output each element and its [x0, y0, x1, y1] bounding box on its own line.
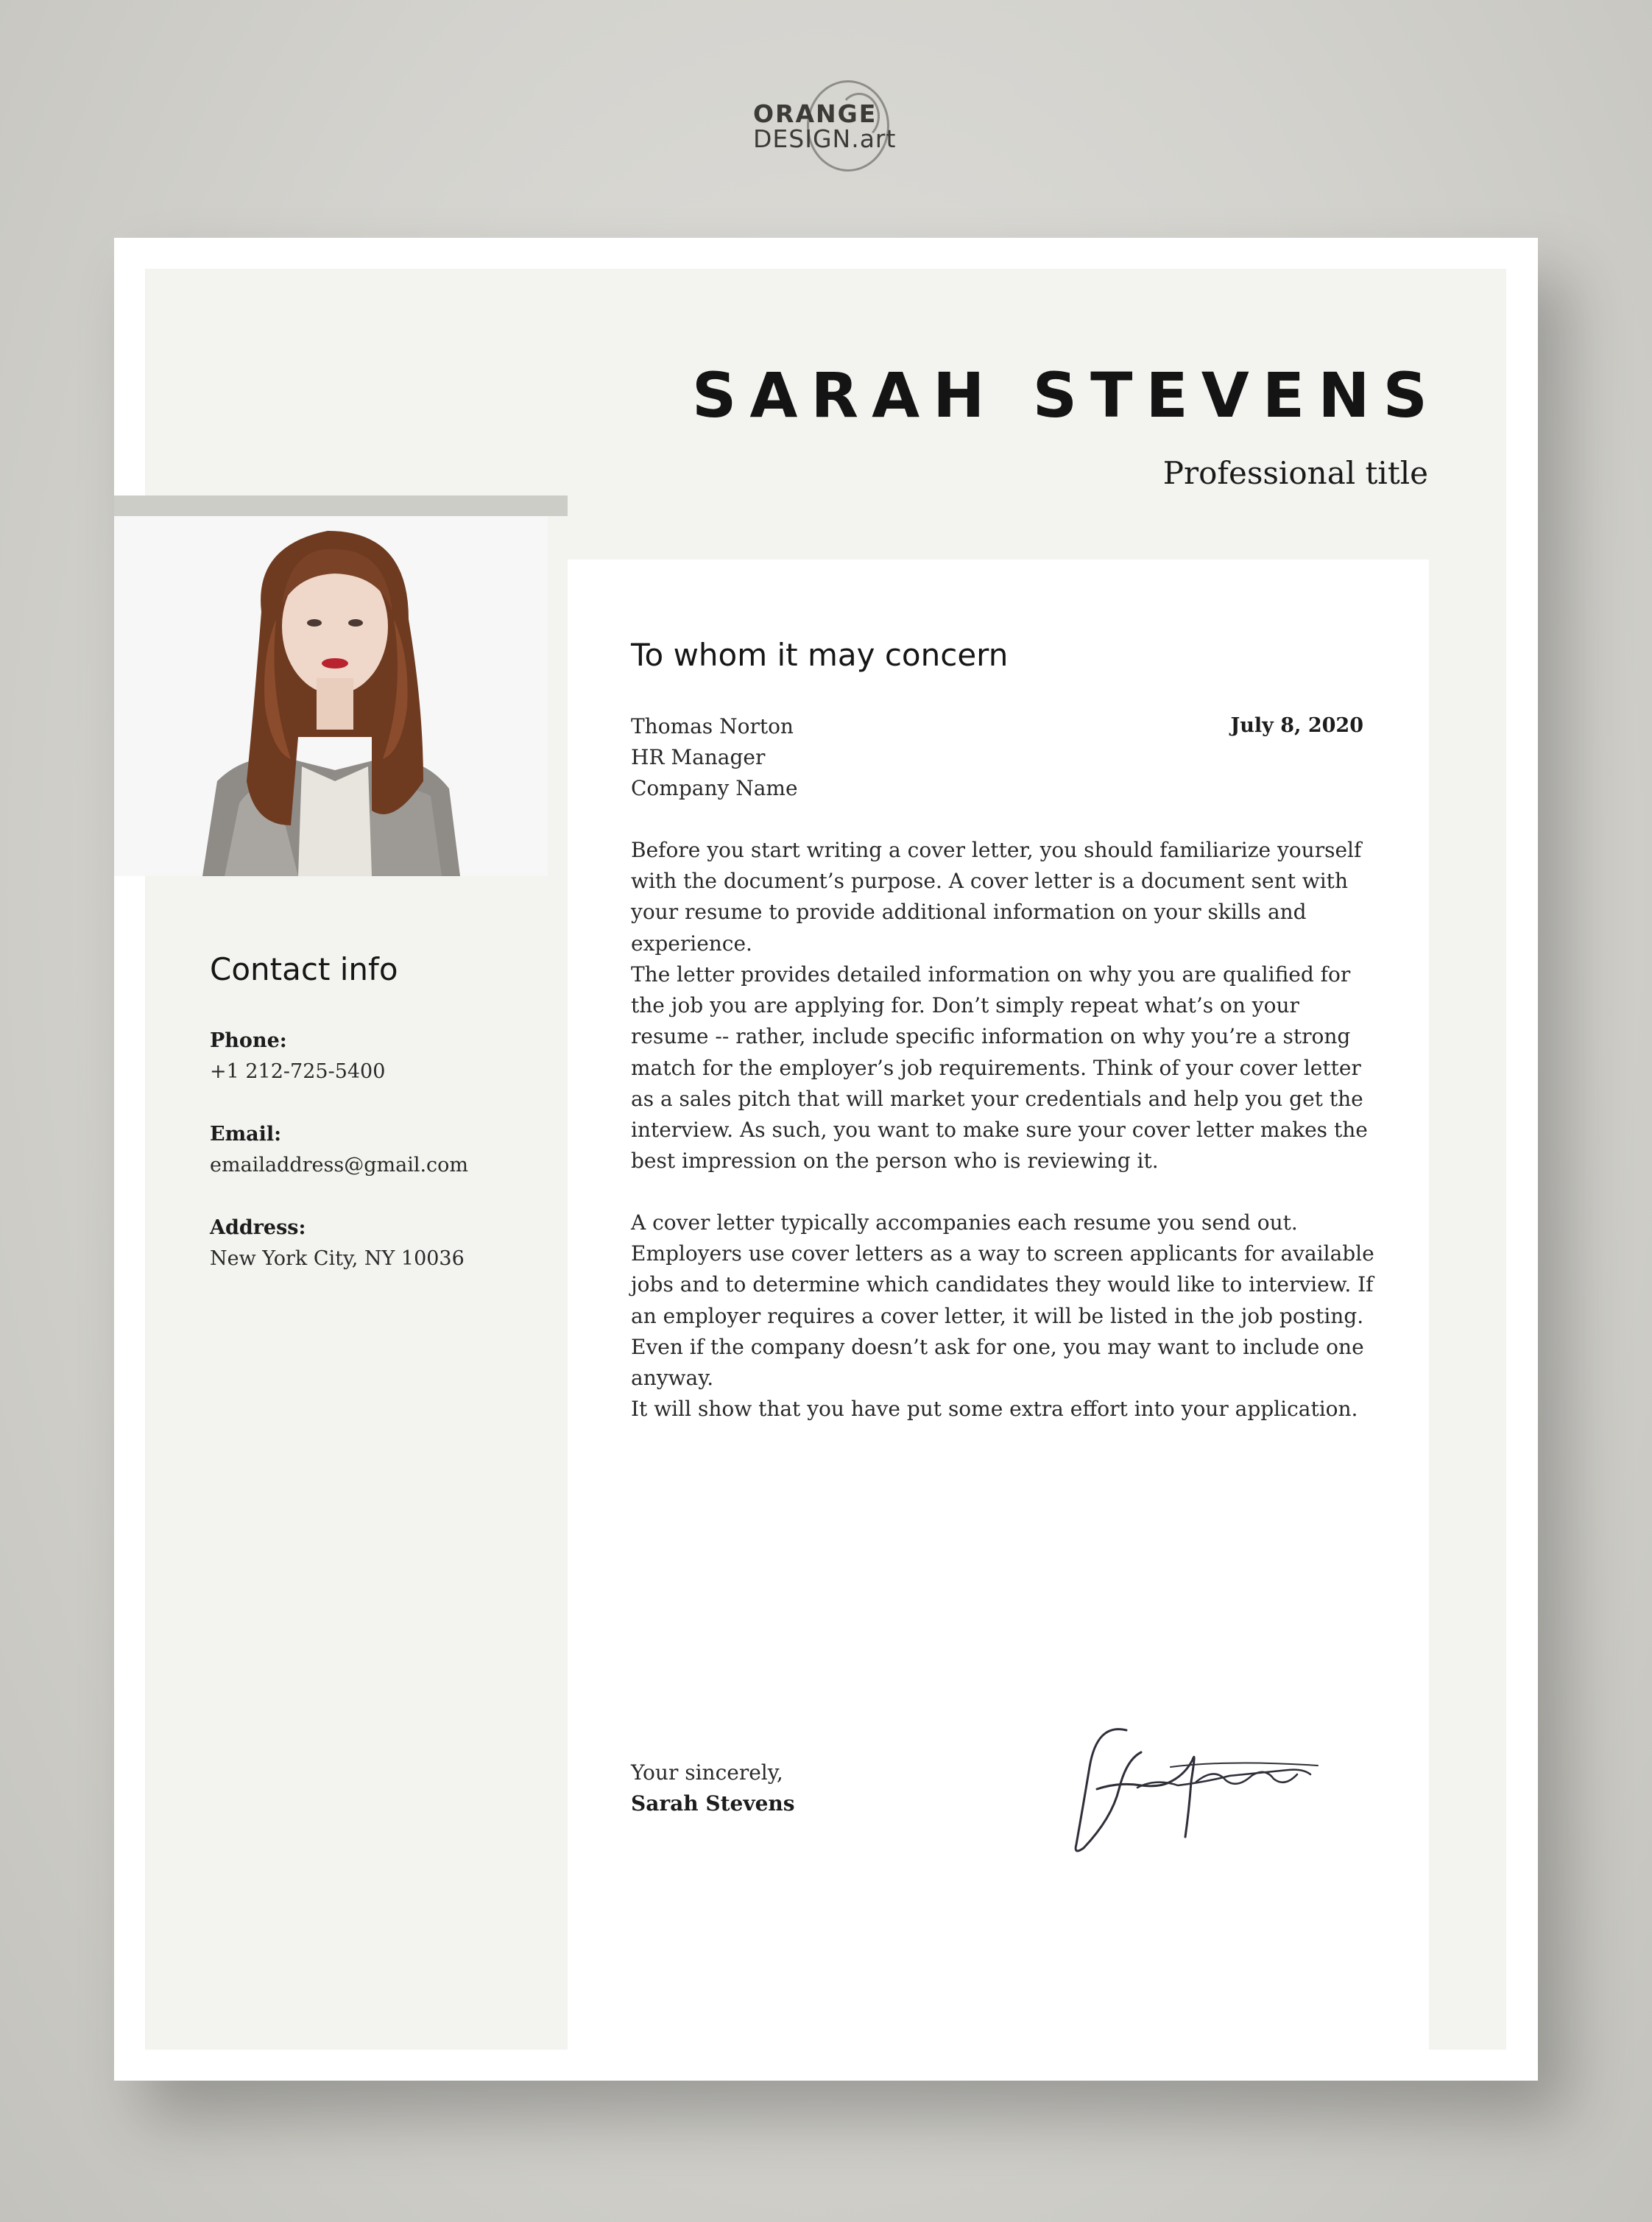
brand-line-1: ORANGE: [753, 99, 878, 128]
email-value: emailaddress@gmail.com: [210, 1154, 469, 1177]
address-label: Address:: [210, 1216, 306, 1239]
address-value: New York City, NY 10036: [210, 1247, 465, 1270]
letter-paragraph: A cover letter typically accompanies each resume you send out. Employers use cover letters as a way to screen applicants for available jobs and to determine which candidates they would like to interview. If an employer requires a cover letter, it will be listed in the job posting. Even if the company doesn’t ask for one, you may want to include one anyway.: [631, 1210, 1374, 1391]
candidate-name: SARAH STEVENS: [691, 359, 1441, 431]
professional-title: Professional title: [1162, 455, 1428, 491]
letter-closing: Your sincerely,: [631, 1760, 783, 1785]
phone-value: +1 212-725-5400: [210, 1060, 386, 1083]
email-label: Email:: [210, 1123, 282, 1146]
letter-paragraph: The letter provides detailed information on why you are qualified for the job you are applying for. Don’t simply repeat what’s on your resume -- rather, include specific information on why you’re a strong match for the employer’s job requirements. Think of your cover letter as a sales pitch that will market your credentials and help you get the interview. As such, you want to make sure your cover letter makes the best impression on the person who is reviewing it.: [631, 962, 1368, 1174]
signer-name: Sarah Stevens: [631, 1791, 795, 1816]
brand-line-2: DESIGN.art: [753, 124, 897, 153]
recipient-company: Company Name: [631, 776, 798, 800]
brand-logo: [751, 77, 906, 177]
recipient-position: HR Manager: [631, 745, 766, 769]
letter-date: July 8, 2020: [1230, 714, 1363, 737]
phone-label: Phone:: [210, 1029, 287, 1052]
contact-heading: Contact info: [210, 951, 398, 987]
letter-paragraph: Before you start writing a cover letter, you should familiarize yourself with the document’s purpose. A cover letter is a document sent with your resume to provide additional information on your skills and experience.: [631, 838, 1362, 956]
letter-greeting: To whom it may concern: [631, 637, 1009, 673]
handwritten-signature: [1067, 1708, 1332, 1855]
recipient-name: Thomas Norton: [631, 714, 794, 738]
letter-paragraph: It will show that you have put some extra effort into your application.: [631, 1397, 1358, 1421]
photo-accent-band: [114, 495, 568, 516]
profile-photo: [114, 516, 548, 876]
